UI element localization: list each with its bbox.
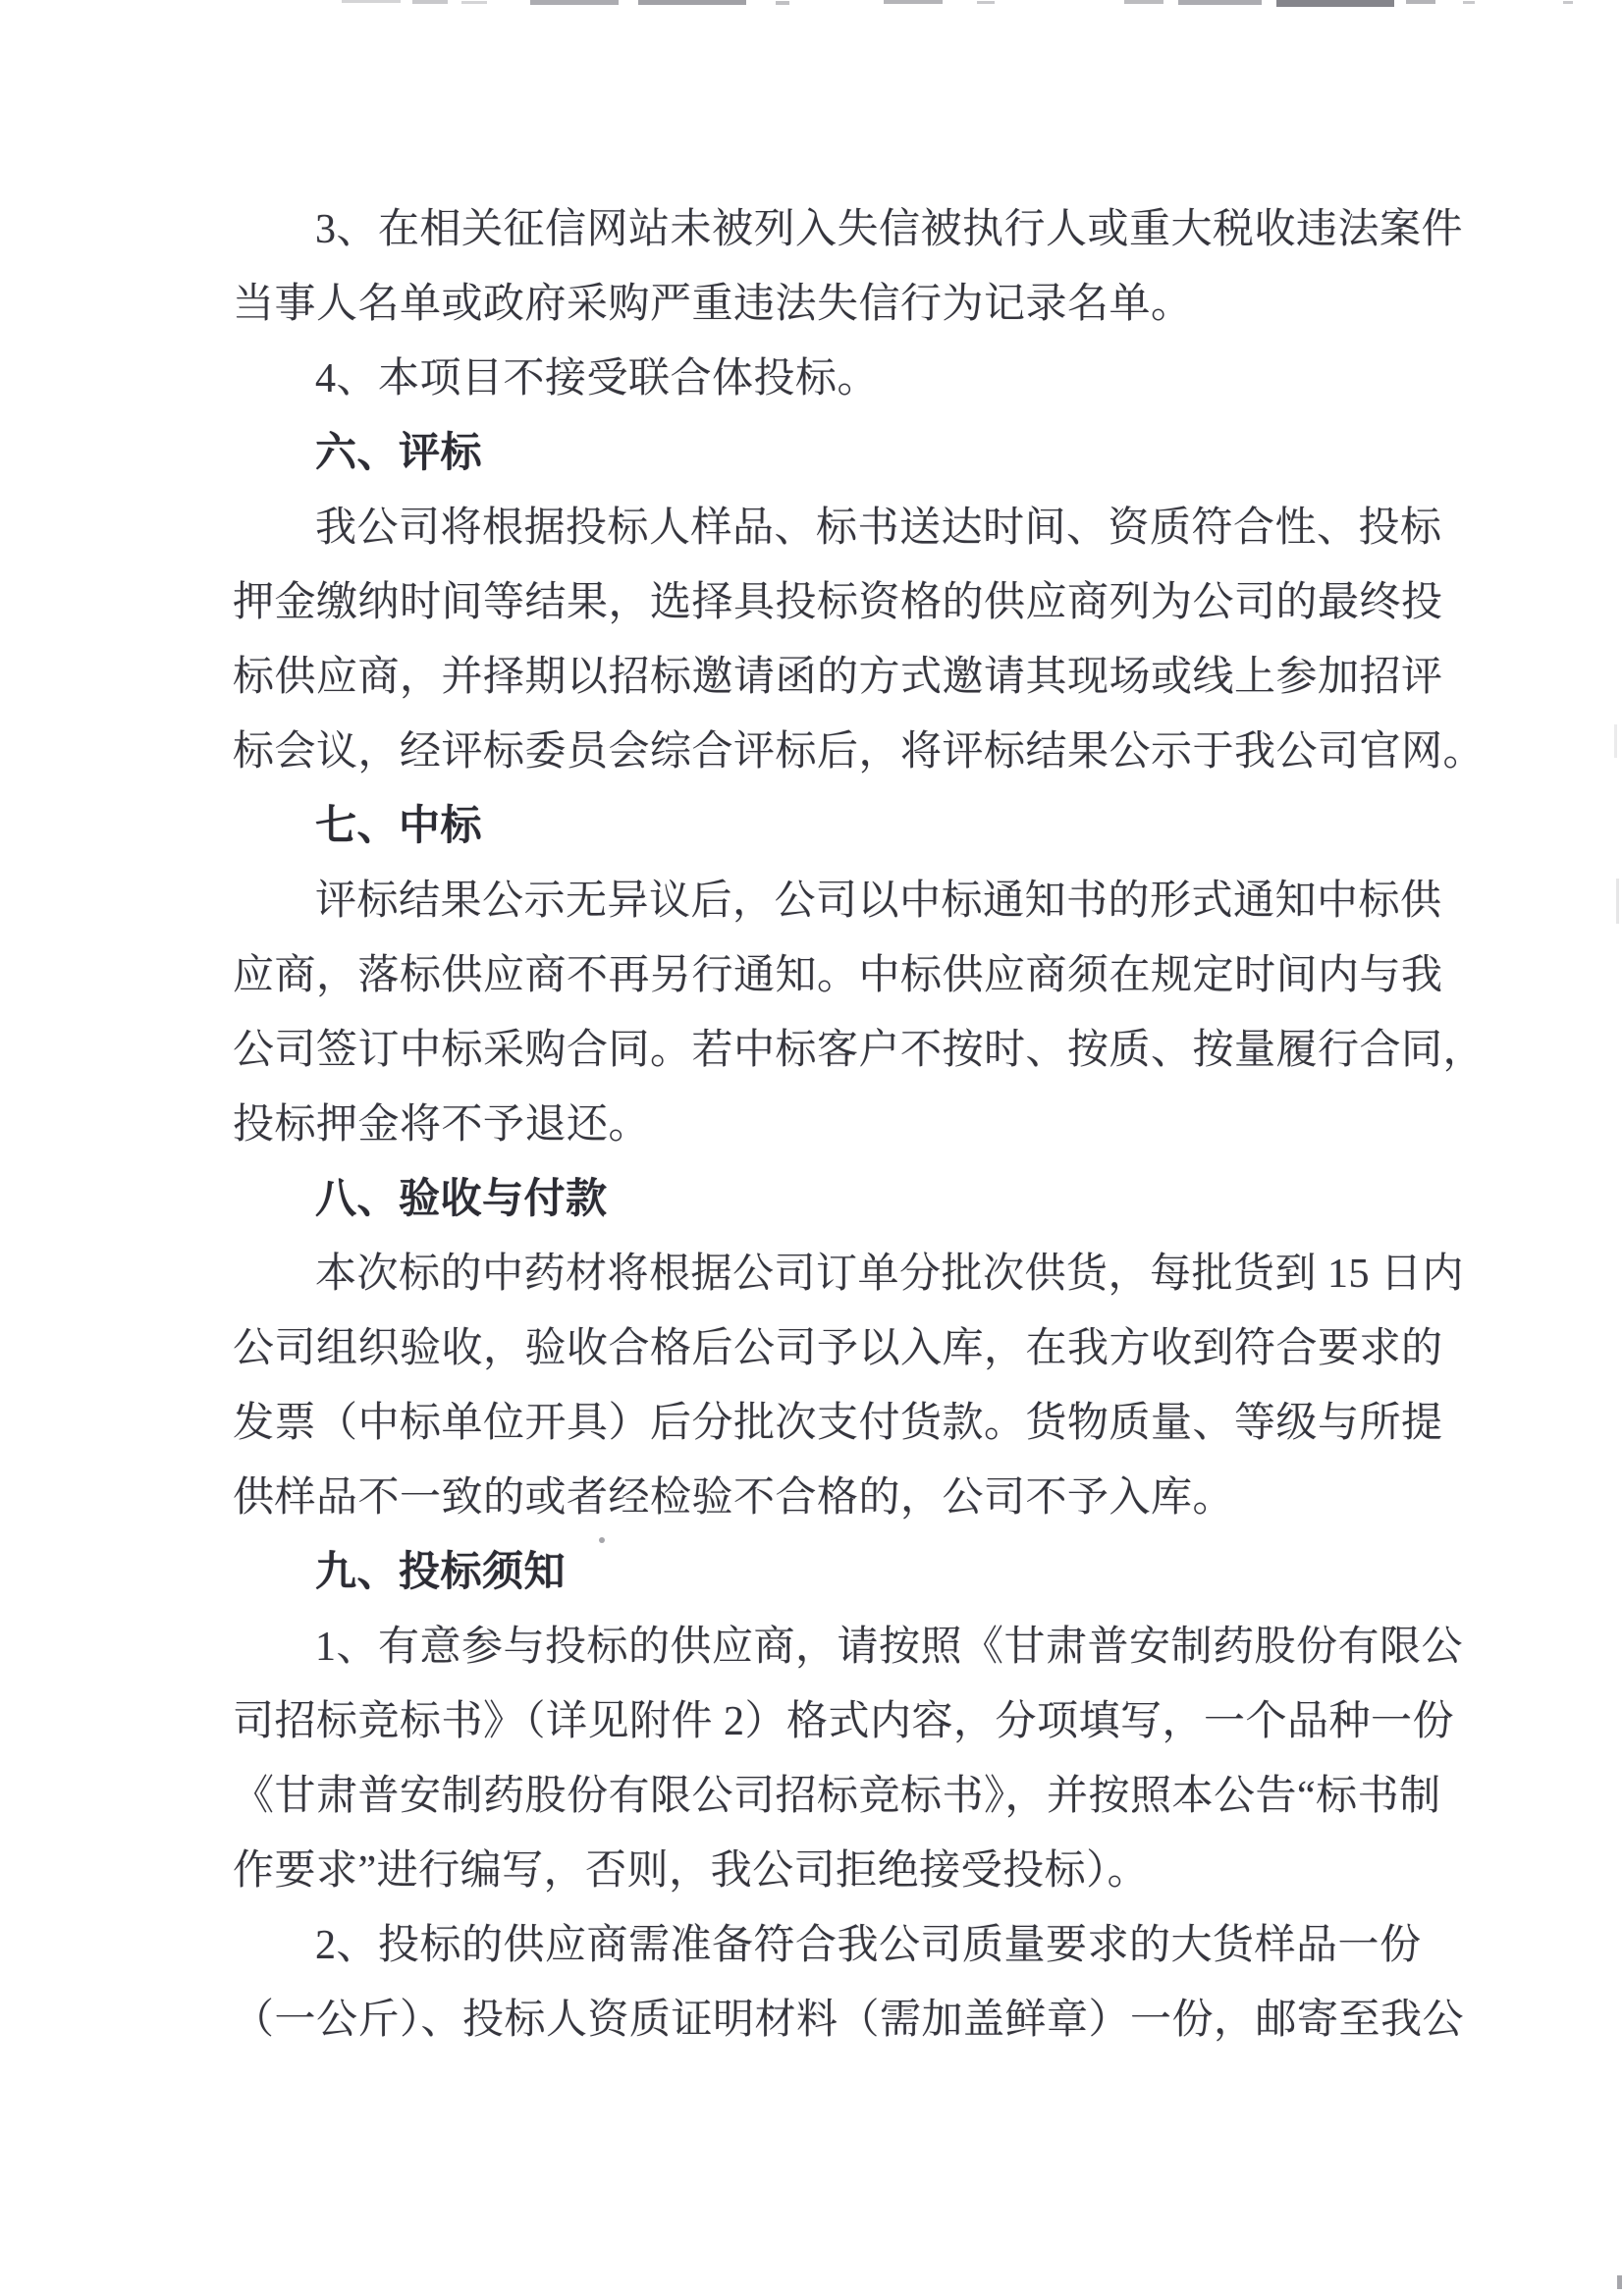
paragraph [233,1237,1465,1535]
section-heading [233,1162,1381,1237]
paragraph [233,1610,1464,1908]
scan-artifact-top-edge [1124,0,1163,4]
text-line: 押金缴纳时间等结果，选择具投标资格的供应商列为公司的最终投 [233,580,1443,625]
text-line: 六、评标 [315,431,483,476]
scan-artifact-spot [1617,2275,1622,2289]
paragraph [233,342,1381,416]
scan-artifact-top-edge [1563,1,1573,4]
scan-artifact-top-edge [530,0,619,5]
text-line: 公司组织验收，验收合格后公司予以入库，在我方收到符合要求的 [233,1326,1443,1371]
scan-artifact-top-edge [638,0,746,5]
scan-artifact-top-edge [1406,0,1435,4]
document-text-body [233,192,1486,2057]
text-line: 2、投标的供应商需准备符合我公司质量要求的大货样品一份 [315,1923,1422,1968]
text-line: 3、在相关征信网站未被列入失信被执行人或重大税收违法案件 [315,207,1464,252]
scan-artifact-spot [1616,879,1619,924]
scan-artifact-top-edge [1178,0,1262,5]
text-line: 标会议，经评标委员会综合评标后，将评标结果公示于我公司官网。 [233,729,1486,774]
text-line: （一公斤）、投标人资质证明材料（需加盖鲜章）一份，邮寄至我公 [233,1998,1465,2043]
scan-artifact-top-edge [1276,0,1394,7]
text-line: 公司签订中标采购合同。若中标客户不按时、按质、按量履行合同， [233,1028,1486,1073]
text-line: 4、本项目不接受联合体投标。 [315,356,880,401]
section-heading [233,416,1381,491]
paragraph [233,192,1464,342]
paragraph [233,491,1486,789]
text-line: 投标押金将不予退还。 [233,1102,651,1148]
text-line: 七、中标 [315,804,483,849]
text-line: 标供应商，并择期以招标邀请函的方式邀请其现场或线上参加招评 [233,655,1443,700]
scan-artifact-top-edge [884,0,943,4]
text-line: 司招标竞标书》（详见附件 2）格式内容，分项填写，一个品种一份 [233,1699,1455,1744]
scan-artifact-top-edge [412,0,448,4]
text-line: 应商，落标供应商不再另行通知。中标供应商须在规定时间内与我 [233,953,1443,998]
text-line: 当事人名单或政府采购严重违法失信行为记录名单。 [233,282,1193,327]
scan-artifact-spot [1614,724,1617,758]
paragraph [233,1908,1465,2057]
scan-artifact-top-edge [461,1,487,4]
text-line: 发票（中标单位开具）后分批次支付货款。货物质量、等级与所提 [233,1401,1443,1446]
scan-artifact-top-edge [1463,1,1475,4]
text-line: 本次标的中药材将根据公司订单分批次供货，每批货到 15 日内 [315,1252,1465,1297]
text-line: 九、投标须知 [315,1550,567,1595]
text-line: 供样品不一致的或者经检验不合格的，公司不予入库。 [233,1475,1235,1521]
text-line: 评标结果公示无异议后，公司以中标通知书的形式通知中标供 [315,879,1442,924]
text-line: 1、有意参与投标的供应商，请按照《甘肃普安制药股份有限公 [315,1625,1464,1670]
scan-artifact-top-edge [977,1,995,4]
section-heading [233,1535,1381,1610]
scan-artifact-top-edge [776,1,789,5]
text-line: 八、验收与付款 [315,1177,608,1222]
paragraph [233,864,1486,1162]
scan-artifact-top-edge [342,0,401,3]
text-line: 我公司将根据投标人样品、标书送达时间、资质符合性、投标 [315,506,1442,551]
text-line: 《甘肃普安制药股份有限公司招标竞标书》，并按照本公告“标书制 [233,1774,1441,1819]
section-heading [233,789,1381,864]
text-line: 作要求”进行编写，否则，我公司拒绝接受投标）。 [233,1848,1150,1894]
